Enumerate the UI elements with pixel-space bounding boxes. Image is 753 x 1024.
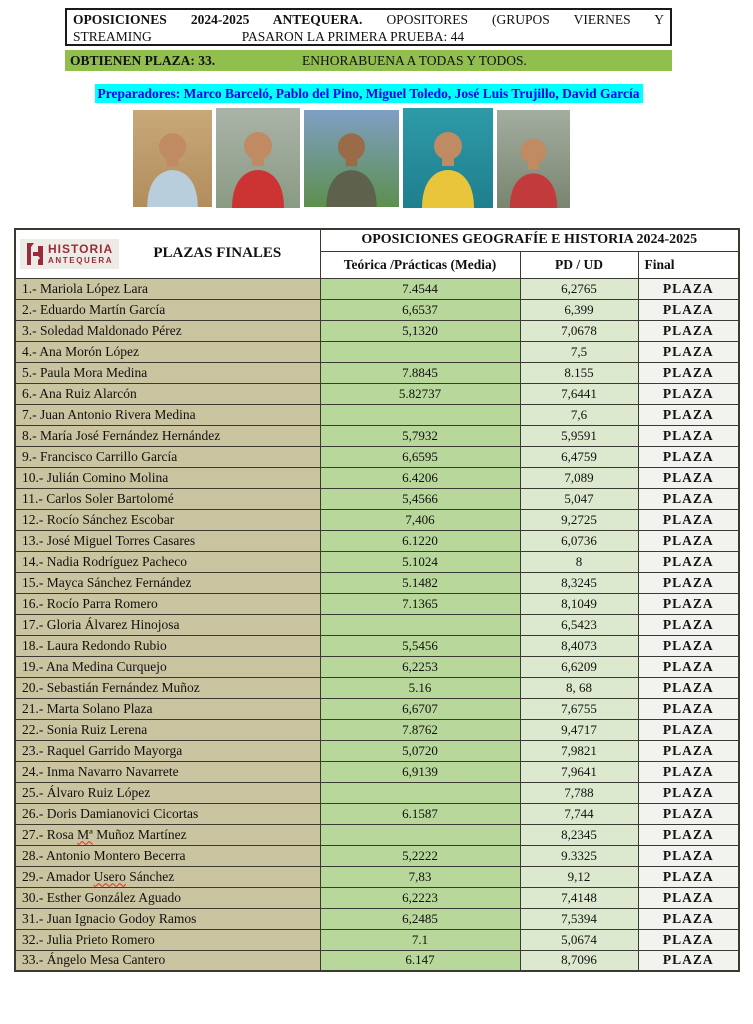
name-cell: 31.- Juan Ignacio Godoy Ramos xyxy=(15,908,320,929)
name-cell: 18.- Laura Redondo Rubio xyxy=(15,635,320,656)
logo-line-1: HISTORIA xyxy=(48,241,114,256)
table-row xyxy=(15,551,739,572)
final-result-cell: PLAZA xyxy=(638,341,739,362)
pdud-score-cell: 5,9591 xyxy=(520,425,638,446)
final-result-cell: PLAZA xyxy=(638,824,739,845)
table-row xyxy=(15,761,739,782)
name-cell: 12.- Rocío Sánchez Escobar xyxy=(15,509,320,530)
table-header-row-1 xyxy=(15,229,739,251)
pdud-score-cell: 6,4759 xyxy=(520,446,638,467)
teorica-score-cell: 7.8845 xyxy=(320,362,520,383)
logo-line-2: ANTEQUERA xyxy=(48,255,114,265)
title-line-2-right: PASARON LA PRIMERA PRUEBA: 44 xyxy=(241,29,465,44)
name-cell: 22.- Sonia Ruiz Lerena xyxy=(15,719,320,740)
title-line-2 xyxy=(73,28,664,45)
title-line-2-left: STREAMING xyxy=(73,29,152,44)
teorica-score-cell: 5.1024 xyxy=(320,551,520,572)
table-row xyxy=(15,782,739,803)
table-row xyxy=(15,866,739,887)
preparador-photo-1 xyxy=(133,110,212,207)
final-result-cell: PLAZA xyxy=(638,509,739,530)
name-cell: 27.- Rosa Mª Muñoz Martínez xyxy=(15,824,320,845)
preparador-photo-5 xyxy=(497,110,570,208)
table-row xyxy=(15,950,739,971)
final-result-cell: PLAZA xyxy=(638,635,739,656)
table-row xyxy=(15,719,739,740)
table-row xyxy=(15,446,739,467)
name-cell: 19.- Ana Medina Curquejo xyxy=(15,656,320,677)
column-header-final: Final xyxy=(638,251,739,278)
final-result-cell: PLAZA xyxy=(638,803,739,824)
pdud-score-cell: 8,7096 xyxy=(520,950,638,971)
pdud-score-cell: 9.3325 xyxy=(520,845,638,866)
name-cell: 33.- Ángelo Mesa Cantero xyxy=(15,950,320,971)
teorica-score-cell: 6,2223 xyxy=(320,887,520,908)
pdud-score-cell: 8,4073 xyxy=(520,635,638,656)
teorica-score-cell xyxy=(320,614,520,635)
final-result-cell: PLAZA xyxy=(638,488,739,509)
teorica-score-cell: 5.1482 xyxy=(320,572,520,593)
teorica-score-cell: 5,7932 xyxy=(320,425,520,446)
preparador-photo-2 xyxy=(216,108,300,208)
obtienen-plaza-band xyxy=(65,50,672,71)
final-result-cell: PLAZA xyxy=(638,425,739,446)
person-silhouette-icon xyxy=(133,110,212,207)
plazas-finales-header-cell xyxy=(15,229,320,278)
pdud-score-cell: 7,6441 xyxy=(520,383,638,404)
teorica-score-cell: 6.4206 xyxy=(320,467,520,488)
pdud-score-cell: 7,9641 xyxy=(520,761,638,782)
pdud-score-cell: 7,089 xyxy=(520,467,638,488)
pdud-score-cell: 9,12 xyxy=(520,866,638,887)
teorica-score-cell: 6,6537 xyxy=(320,299,520,320)
teorica-score-cell: 5.82737 xyxy=(320,383,520,404)
pdud-score-cell: 9,2725 xyxy=(520,509,638,530)
misspelled-word: Usero xyxy=(93,868,126,884)
name-cell: 10.- Julián Comino Molina xyxy=(15,467,320,488)
table-row xyxy=(15,908,739,929)
table-row xyxy=(15,635,739,656)
final-result-cell: PLAZA xyxy=(638,929,739,950)
table-row xyxy=(15,383,739,404)
enhorabuena-text: ENHORABUENA A TODAS Y TODOS. xyxy=(302,53,527,68)
name-cell: 15.- Mayca Sánchez Fernández xyxy=(15,572,320,593)
final-result-cell: PLAZA xyxy=(638,782,739,803)
name-cell: 5.- Paula Mora Medina xyxy=(15,362,320,383)
results-tbody xyxy=(15,278,739,971)
pdud-score-cell: 8,2345 xyxy=(520,824,638,845)
logo-text xyxy=(48,243,113,265)
pdud-score-cell: 6,2765 xyxy=(520,278,638,299)
name-cell: 28.- Antonio Montero Becerra xyxy=(15,845,320,866)
final-result-cell: PLAZA xyxy=(638,761,739,782)
teorica-score-cell xyxy=(320,782,520,803)
name-cell: 24.- Inma Navarro Navarrete xyxy=(15,761,320,782)
table-row xyxy=(15,677,739,698)
final-result-cell: PLAZA xyxy=(638,446,739,467)
name-cell: 30.- Esther González Aguado xyxy=(15,887,320,908)
teorica-score-cell: 6,2253 xyxy=(320,656,520,677)
teorica-score-cell: 5,1320 xyxy=(320,320,520,341)
table-row xyxy=(15,803,739,824)
table-row xyxy=(15,278,739,299)
table-row xyxy=(15,572,739,593)
person-silhouette-icon xyxy=(304,110,399,207)
pdud-score-cell: 7,9821 xyxy=(520,740,638,761)
pdud-score-cell: 8, 68 xyxy=(520,677,638,698)
teorica-score-cell: 6.1220 xyxy=(320,530,520,551)
final-result-cell: PLAZA xyxy=(638,320,739,341)
historia-antequera-logo xyxy=(20,239,119,269)
table-row xyxy=(15,887,739,908)
table-row xyxy=(15,593,739,614)
final-result-cell: PLAZA xyxy=(638,530,739,551)
teorica-score-cell: 7,83 xyxy=(320,866,520,887)
title-line-1 xyxy=(73,11,664,28)
teorica-score-cell: 6,2485 xyxy=(320,908,520,929)
table-row xyxy=(15,740,739,761)
final-result-cell: PLAZA xyxy=(638,719,739,740)
table-row xyxy=(15,929,739,950)
pdud-score-cell: 6,0736 xyxy=(520,530,638,551)
name-cell: 21.- Marta Solano Plaza xyxy=(15,698,320,719)
teorica-score-cell: 5,4566 xyxy=(320,488,520,509)
results-table xyxy=(14,228,740,972)
pdud-score-cell: 7,6755 xyxy=(520,698,638,719)
final-result-cell: PLAZA xyxy=(638,362,739,383)
table-row xyxy=(15,341,739,362)
final-result-cell: PLAZA xyxy=(638,887,739,908)
obtienen-plaza-text: OBTIENEN PLAZA: 33. xyxy=(70,53,216,68)
teorica-score-cell: 6,6707 xyxy=(320,698,520,719)
table-row xyxy=(15,614,739,635)
pdud-score-cell: 5,047 xyxy=(520,488,638,509)
name-cell: 29.- Amador Usero Sánchez xyxy=(15,866,320,887)
final-result-cell: PLAZA xyxy=(638,299,739,320)
name-cell: 25.- Álvaro Ruiz López xyxy=(15,782,320,803)
teorica-score-cell: 6.147 xyxy=(320,950,520,971)
pdud-score-cell: 6,6209 xyxy=(520,656,638,677)
teorica-score-cell: 5,5456 xyxy=(320,635,520,656)
name-cell: 3.- Soledad Maldonado Pérez xyxy=(15,320,320,341)
preparadores-line: Preparadores: Marco Barceló, Pablo del Pino, Miguel Toledo, José Luis Trujillo, David García xyxy=(95,84,643,103)
name-cell: 23.- Raquel Garrido Mayorga xyxy=(15,740,320,761)
final-result-cell: PLAZA xyxy=(638,740,739,761)
name-cell: 4.- Ana Morón López xyxy=(15,341,320,362)
final-result-cell: PLAZA xyxy=(638,593,739,614)
pdud-score-cell: 8 xyxy=(520,551,638,572)
table-row xyxy=(15,845,739,866)
teorica-score-cell xyxy=(320,824,520,845)
name-cell: 2.- Eduardo Martín García xyxy=(15,299,320,320)
name-cell: 32.- Julia Prieto Romero xyxy=(15,929,320,950)
table-row xyxy=(15,404,739,425)
preparador-photo-4 xyxy=(403,108,493,208)
pdud-score-cell: 5,0674 xyxy=(520,929,638,950)
final-result-cell: PLAZA xyxy=(638,404,739,425)
final-result-cell: PLAZA xyxy=(638,950,739,971)
name-cell: 13.- José Miguel Torres Casares xyxy=(15,530,320,551)
name-cell: 11.- Carlos Soler Bartolomé xyxy=(15,488,320,509)
logo-h-icon xyxy=(26,242,44,266)
name-cell: 16.- Rocío Parra Romero xyxy=(15,593,320,614)
pdud-score-cell: 8,1049 xyxy=(520,593,638,614)
preparadores-photo-strip xyxy=(133,108,570,208)
pdud-score-cell: 9,4717 xyxy=(520,719,638,740)
final-result-cell: PLAZA xyxy=(638,698,739,719)
final-result-cell: PLAZA xyxy=(638,614,739,635)
table-row xyxy=(15,656,739,677)
misspelled-word: Mª xyxy=(77,826,93,842)
name-cell: 20.- Sebastián Fernández Muñoz xyxy=(15,677,320,698)
teorica-score-cell: 7.1365 xyxy=(320,593,520,614)
table-row xyxy=(15,299,739,320)
preparador-photo-3 xyxy=(304,110,399,207)
teorica-score-cell xyxy=(320,341,520,362)
final-result-cell: PLAZA xyxy=(638,383,739,404)
final-result-cell: PLAZA xyxy=(638,845,739,866)
table-row xyxy=(15,362,739,383)
table-row xyxy=(15,488,739,509)
final-result-cell: PLAZA xyxy=(638,278,739,299)
pdud-score-cell: 6,399 xyxy=(520,299,638,320)
name-cell: 17.- Gloria Álvarez Hinojosa xyxy=(15,614,320,635)
name-cell: 8.- María José Fernández Hernández xyxy=(15,425,320,446)
pdud-score-cell: 7,6 xyxy=(520,404,638,425)
pdud-score-cell: 7,5394 xyxy=(520,908,638,929)
final-result-cell: PLAZA xyxy=(638,677,739,698)
final-result-cell: PLAZA xyxy=(638,572,739,593)
final-result-cell: PLAZA xyxy=(638,656,739,677)
pdud-score-cell: 7,5 xyxy=(520,341,638,362)
pdud-score-cell: 7,788 xyxy=(520,782,638,803)
name-cell: 9.- Francisco Carrillo García xyxy=(15,446,320,467)
teorica-score-cell: 6.1587 xyxy=(320,803,520,824)
table-row xyxy=(15,467,739,488)
plazas-finales-label: PLAZAS FINALES xyxy=(153,245,282,262)
pdud-score-cell: 8,3245 xyxy=(520,572,638,593)
column-header-teorica: Teórica /Prácticas (Media) xyxy=(320,251,520,278)
teorica-score-cell: 5,0720 xyxy=(320,740,520,761)
teorica-score-cell: 6,6595 xyxy=(320,446,520,467)
title-line-1-rest: OPOSITORES (GRUPOS VIERNES Y xyxy=(386,12,664,27)
pdud-score-cell: 8.155 xyxy=(520,362,638,383)
name-cell: 1.- Mariola López Lara xyxy=(15,278,320,299)
name-cell: 14.- Nadia Rodríguez Pacheco xyxy=(15,551,320,572)
table-row xyxy=(15,530,739,551)
pdud-score-cell: 7,0678 xyxy=(520,320,638,341)
person-silhouette-icon xyxy=(216,108,300,208)
final-result-cell: PLAZA xyxy=(638,467,739,488)
teorica-score-cell: 7.8762 xyxy=(320,719,520,740)
person-silhouette-icon xyxy=(403,108,493,208)
table-row xyxy=(15,509,739,530)
table-row xyxy=(15,425,739,446)
teorica-score-cell: 7,406 xyxy=(320,509,520,530)
title-box xyxy=(65,8,672,46)
table-row xyxy=(15,824,739,845)
table-row xyxy=(15,320,739,341)
person-silhouette-icon xyxy=(497,110,570,208)
pdud-score-cell: 7,744 xyxy=(520,803,638,824)
title-line-1-bold: OPOSICIONES 2024-2025 ANTEQUERA. xyxy=(73,12,363,27)
teorica-score-cell xyxy=(320,404,520,425)
teorica-score-cell: 7.4544 xyxy=(320,278,520,299)
pdud-score-cell: 7,4148 xyxy=(520,887,638,908)
final-result-cell: PLAZA xyxy=(638,908,739,929)
name-cell: 26.- Doris Damianovici Cicortas xyxy=(15,803,320,824)
teorica-score-cell: 5,2222 xyxy=(320,845,520,866)
teorica-score-cell: 6,9139 xyxy=(320,761,520,782)
teorica-score-cell: 5.16 xyxy=(320,677,520,698)
name-cell: 7.- Juan Antonio Rivera Medina xyxy=(15,404,320,425)
pdud-score-cell: 6,5423 xyxy=(520,614,638,635)
final-result-cell: PLAZA xyxy=(638,866,739,887)
column-header-pdud: PD / UD xyxy=(520,251,638,278)
preparadores-wrap xyxy=(65,84,672,103)
name-cell: 6.- Ana Ruiz Alarcón xyxy=(15,383,320,404)
table-row xyxy=(15,698,739,719)
teorica-score-cell: 7.1 xyxy=(320,929,520,950)
final-result-cell: PLAZA xyxy=(638,551,739,572)
table-main-title: OPOSICIONES GEOGRAFÍE E HISTORIA 2024-2025 xyxy=(320,229,739,251)
